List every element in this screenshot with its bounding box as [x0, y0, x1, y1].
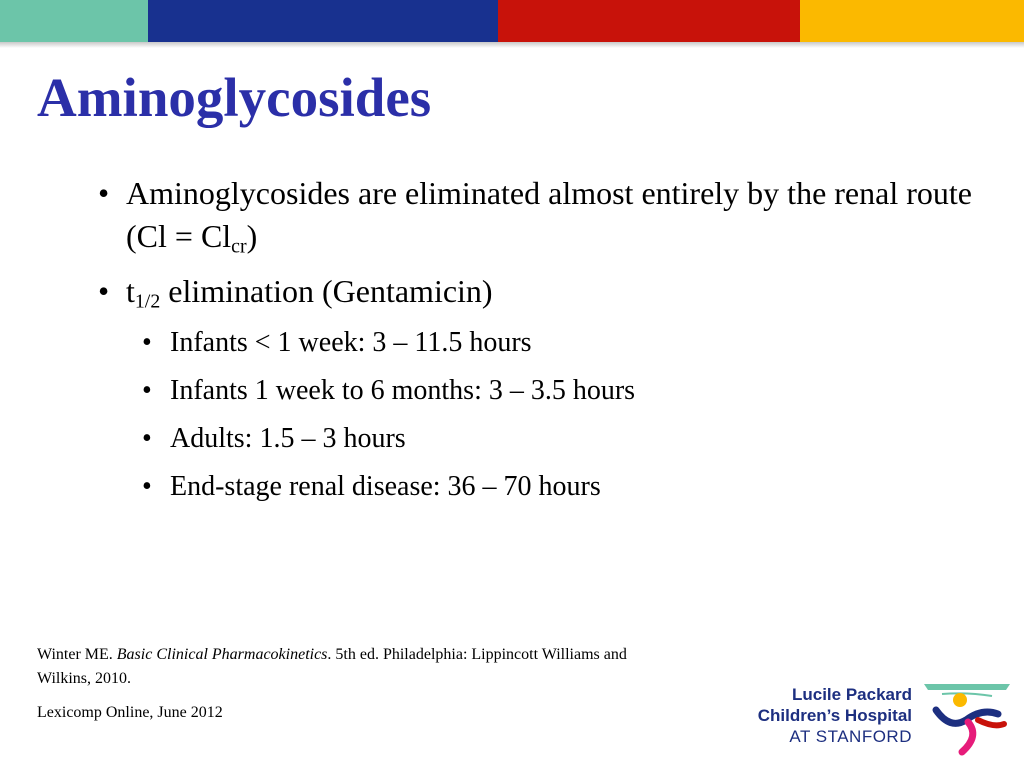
slide-content — [98, 172, 998, 517]
subbullet-infants-week-to-months — [142, 373, 998, 409]
bullet-text: elimination (Gentamicin) — [160, 273, 493, 309]
bullet-dot: • — [98, 175, 110, 211]
bar-segment-red — [498, 0, 800, 42]
logo-line-1: Lucile Packard — [791, 685, 912, 704]
subbullet-infants-under-week — [142, 325, 998, 361]
logo-line-3: AT STANFORD — [789, 727, 912, 746]
bullet-subscript: 1/2 — [134, 290, 161, 313]
reference-publisher: . 5th ed. Philadelphia: Lippincott Williams and Wilkins, 2010. — [37, 646, 627, 687]
top-bar-shadow — [0, 42, 1024, 48]
reference-lexicomp: Lexicomp Online, June 2012 — [37, 704, 223, 721]
subbullet-end-stage-renal — [142, 469, 998, 505]
subbullet-dot: • — [142, 423, 152, 454]
bullet-renal-elimination — [98, 172, 998, 258]
child-figure-logo-icon — [922, 680, 1012, 758]
bullet-text: Aminoglycosides are eliminated almost entirely by the renal route (Cl = Cl — [126, 175, 972, 254]
subbullet-text: Adults: 1.5 – 3 hours — [170, 423, 406, 454]
reference-book-title: Basic Clinical Pharmacokinetics — [116, 646, 328, 663]
logo-line-2: Children’s Hospital — [757, 706, 912, 725]
bullet-dot: • — [98, 273, 110, 309]
subbullet-text: Infants 1 week to 6 months: 3 – 3.5 hours — [170, 375, 636, 406]
slide-title: Aminoglycosides — [37, 67, 432, 128]
bar-segment-yellow — [800, 0, 1024, 42]
bar-segment-teal — [0, 0, 148, 42]
subbullet-dot: • — [142, 327, 152, 358]
logo-wordmark — [758, 684, 912, 747]
subbullet-text: Infants < 1 week: 3 – 11.5 hours — [170, 327, 532, 358]
bullet-tail: ) — [246, 218, 258, 254]
subbullet-dot: • — [142, 375, 152, 406]
bullet-half-life — [98, 270, 998, 313]
reference-winter — [37, 643, 677, 691]
reference-author: Winter ME. — [37, 646, 117, 663]
bullet-lead: t — [126, 273, 135, 309]
references — [37, 643, 677, 735]
subbullet-adults — [142, 421, 998, 457]
bar-segment-navy — [148, 0, 498, 42]
hospital-logo — [740, 680, 1022, 760]
subbullet-dot: • — [142, 471, 152, 502]
bullet-subscript: cr — [231, 235, 247, 258]
subbullet-text: End-stage renal disease: 36 – 70 hours — [170, 471, 601, 502]
top-color-bar — [0, 0, 1024, 42]
